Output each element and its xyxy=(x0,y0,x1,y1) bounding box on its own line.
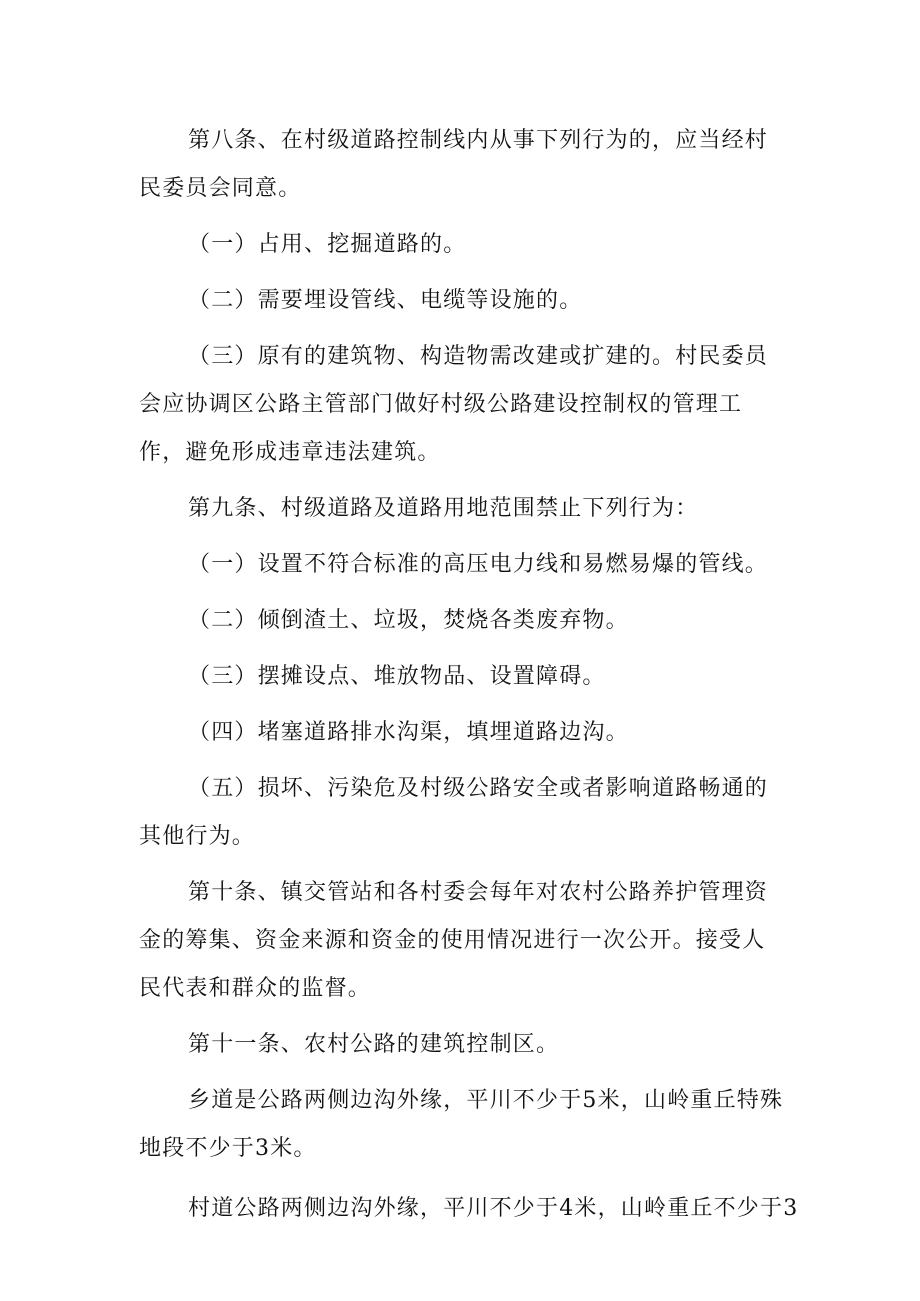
article-9-item-1: （一）设置不符合标准的高压电力线和易燃易爆的管线。 xyxy=(188,552,769,577)
document-body xyxy=(139,117,799,1233)
article-9-item-2: （二）倾倒渣土、垃圾，焚烧各类废弃物。 xyxy=(188,608,629,633)
village-road-control-zone: 村道公路两侧边沟外缘，平川不少于4米，山岭重丘不少于3 xyxy=(188,1196,799,1221)
article-9-paragraph: 第九条、村级道路及道路用地范围禁止下列行为： xyxy=(188,496,699,521)
article-8-item-2: （二）需要埋设管线、电缆等设施的。 xyxy=(188,288,583,313)
article-8-item-1: （一）占用、挖掘道路的。 xyxy=(188,232,467,257)
article-8-paragraph: 第八条、在村级道路控制线内从事下列行为的，应当经村民委员会同意。 xyxy=(139,128,769,201)
article-10-paragraph: 第十条、镇交管站和各村委会每年对农村公路养护管理资金的筹集、资金来源和资金的使用情况进行一次公开。接受人民代表和群众的监督。 xyxy=(139,880,769,1001)
article-8-item-3: （三）原有的建筑物、构造物需改建或扩建的。村民委员会应协调区公路主管部门做好村级公路建设控制权的管理工作，避免形成违章违法建筑。 xyxy=(139,344,769,465)
article-9-item-3: （三）摆摊设点、堆放物品、设置障碍。 xyxy=(188,664,606,689)
article-9-item-5: （五）损坏、污染危及村级公路安全或者影响道路畅通的其他行为。 xyxy=(139,776,769,849)
article-11-heading: 第十一条、农村公路的建筑控制区。 xyxy=(188,1032,560,1057)
article-9-item-4: （四）堵塞道路排水沟渠，填埋道路边沟。 xyxy=(188,720,629,745)
township-road-control-zone: 乡道是公路两侧边沟外缘，平川不少于5米，山岭重丘特殊地段不少于3米。 xyxy=(139,1088,784,1161)
